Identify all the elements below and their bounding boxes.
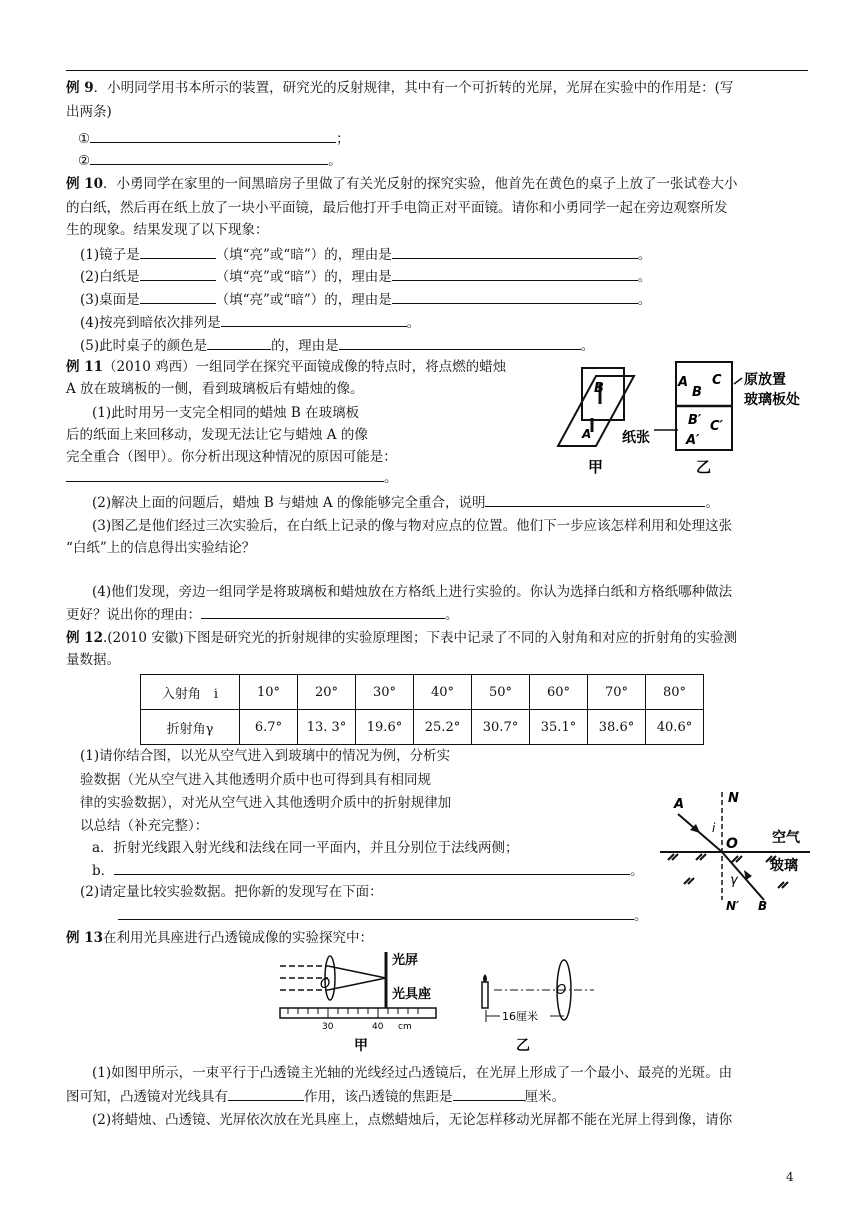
q-text: 厘米。 [524,1089,565,1105]
ex11-figure [552,356,808,480]
table-cell: 30.7° [472,710,530,745]
q-end: 。 [705,495,719,511]
ex11-q1-line3: 完全重合（图甲）。你分析出现这种情况的原因可能是： [66,449,397,465]
q-end: 。 [637,269,652,285]
page-number: 4 [786,1170,794,1184]
parallel-rays [280,966,386,990]
table-row-header: 入射角 i [141,675,240,710]
ex11-text: （2010 鸡西）一组同学在探究平面镜成像的特点时，将点燃的蜡烛 [103,359,507,375]
ex10-q1 [80,244,651,265]
label-gamma: γ [730,873,738,888]
table-cell: 6.7° [240,710,298,745]
label-o: O [726,836,738,852]
answer-blank[interactable] [140,266,216,281]
table-cell: 10° [240,675,298,710]
answer-blank[interactable] [90,128,336,143]
ex9-answer-2 [78,150,342,171]
point-a-prime: A′ [686,433,700,448]
answer-end: 。 [328,153,342,169]
q-end: 。 [634,908,648,924]
ex10-q2 [80,266,651,287]
ex13-q2-line1: (2)将蜡烛、凸透镜、光屏依次放在光具座上，点燃蜡烛后，无论怎样移动光屏都不能在光屏上得到像，请你 [92,1112,733,1128]
label-screen: 光屏 [392,953,419,968]
ex11-q2 [92,492,719,513]
ex11-q3-line1: (3)图乙是他们经过三次实验后，在白纸上记录的像与物对应点的位置。他们下一步应该怎样利用和处理这张 [92,518,733,534]
answer-blank[interactable] [114,860,630,875]
label-n: N [728,791,739,806]
q-end: 。 [445,607,459,623]
answer-blank[interactable] [140,289,216,304]
q-label: (5)此时桌子的颜色是 [80,338,208,354]
ex10-q3 [80,289,651,310]
ex10-line3: 生的现象。结果发现了以下现象： [66,222,269,238]
ex11-q3-line2: “白纸”上的信息得出实验结论？ [66,540,256,556]
ex11-line1 [66,357,506,377]
answer-blank[interactable] [339,335,581,350]
ex10-line2: 的白纸，然后再在纸上放了一块小平面镜，最后他打开手电筒正对平面镜。请你和小勇同学一起在旁边观察所发 [66,200,728,216]
answer-blank[interactable] [201,604,445,619]
q-text: (2)解决上面的问题后，蜡烛 B 与蜡烛 A 的像能够完全重合，说明 [92,495,486,511]
label-bench: 光具座 [392,987,432,1002]
q-text: （填“亮”或“暗”）的，理由是 [215,292,392,308]
q-text: 作用，该凸透镜的焦距是 [304,1089,453,1105]
refracted-ray [722,852,764,900]
ex10-q5 [80,335,594,356]
ex10-line1 [66,174,738,194]
answer-blank[interactable] [485,492,705,507]
table-cell: 38.6° [588,710,646,745]
label-i: i [712,821,716,835]
table-cell: 40° [414,675,472,710]
point-b: B [692,385,702,400]
table-cell: 40.6° [646,710,704,745]
table-row [141,675,704,710]
ex9-heading: 例 9 [66,80,94,96]
table-cell: 25.2° [414,710,472,745]
q-text: （填“亮”或“暗”）的，理由是 [215,269,392,285]
q-end: 。 [637,247,652,263]
ex10-heading: 例 10 [66,176,103,192]
candle [482,982,488,1008]
tick-40: 40 [372,1022,384,1032]
ex11-line2: A 放在玻璃板的一侧，看到玻璃板后有蜡烛的像。 [66,381,364,397]
ex9-text: ．小明同学用书本所示的装置，研究光的反射规律，其中有一个可折转的光屏，光屏在实验中的作用是：(写 [93,80,734,96]
q-text: 图可知，凸透镜对光线具有 [66,1089,228,1105]
q-label: (4)按亮到暗依次排列是 [80,315,221,331]
answer-end: ； [336,131,350,147]
ex11-q1-line2: 后的纸面上来回移动，发现无法让它与蜡烛 A 的像 [66,427,368,443]
answer-blank[interactable] [453,1086,525,1101]
distance-label: 16厘米 [502,1010,538,1023]
header-rule [66,70,808,71]
q-end: 。 [637,292,652,308]
table-cell: 80° [646,675,704,710]
table-cell: 13. 3° [298,710,356,745]
ex13-heading: 例 13 [66,930,103,946]
ex11-q4-line2 [66,604,459,625]
caption-jia: 甲 [354,1038,368,1054]
table-row [141,710,704,745]
label-a: A [674,797,685,812]
answer-blank[interactable] [140,244,216,259]
q-label: b． [92,863,115,879]
caption-yi: 乙 [516,1038,530,1054]
table-cell: 60° [530,675,588,710]
ex12-text: .(2010 安徽)下图是研究光的折射规律的实验原理图；下表中记录了不同的入射角和对应的折射角的实验测 [103,630,737,646]
ex12-q1-line2: 验数据（光从空气进入其他透明介质中也可得到具有相同规 [80,772,431,788]
point-b-prime: B′ [688,413,702,428]
q-text: （填“亮”或“暗”）的，理由是 [215,247,392,263]
q-end: 。 [630,863,644,879]
caption-paper: 纸张 [622,430,650,446]
answer-blank[interactable] [66,467,384,482]
q-end: 。 [406,315,421,331]
table-cell: 20° [298,675,356,710]
ex13-q1-line2 [66,1086,565,1107]
answer-blank[interactable] [392,289,638,304]
answer-blank[interactable] [228,1086,304,1101]
ex12-q2: (2)请定量比较实验数据。把你新的发现写在下面： [80,884,383,900]
ex12-q1-line4: 以总结（补充完整）： [80,818,209,834]
table-cell: 50° [472,675,530,710]
label-o: O [320,977,331,992]
ex12-q1-line1: (1)请你结合图，以光从空气进入到玻璃中的情况为例，分析实 [80,748,451,764]
caption-orig2: 玻璃板处 [744,392,800,408]
ex12-heading: 例 12 [66,630,103,646]
ex12-qa: a．折射光线跟入射光线和法线在同一平面内，并且分别位于法线两侧； [92,840,519,856]
answer-blank[interactable] [392,244,638,259]
caption-jia: 甲 [588,458,604,476]
ex12-line1 [66,628,737,648]
label-glass: 玻璃 [770,858,798,874]
point-c-prime: C′ [710,419,723,434]
answer-blank[interactable] [90,150,328,165]
ex9-line2: 出两条) [66,104,112,120]
ex13-q1-line1: (1)如图甲所示，一束平行于凸透镜主光轴的光线经过凸透镜后，在光屏上形成了一个最小、最亮的光斑。由 [92,1065,733,1081]
tick-30: 30 [322,1022,334,1032]
point-a: A [678,375,689,390]
ex12-qb [92,860,644,881]
ex10-q4 [80,312,420,333]
refraction-table [140,674,704,745]
table-cell: 70° [588,675,646,710]
table-cell: 35.1° [530,710,588,745]
ex12-q2-answer [118,905,648,926]
ex10-text: ．小勇同学在家里的一间黑暗房子里做了有关光反射的探究实验，他首先在黄色的桌子上放了一张试卷大小 [103,176,738,192]
caption-orig1: 原放置 [744,372,786,388]
answer-blank[interactable] [207,335,271,350]
answer-mark: ② [78,153,91,169]
ex11-q1-answer [66,467,398,488]
q-end: 。 [384,470,398,486]
table-row-header: 折射角γ [141,710,240,745]
ex12-q1-line3: 律的实验数据），对光从空气进入其他透明介质中的折射规律加 [80,795,452,811]
q-label: (1)镜子是 [80,247,140,263]
ex13-line1 [66,928,373,948]
label-b: B [758,899,768,912]
ex13-figure [264,950,614,1054]
label-o2: O [556,983,567,998]
label-b: B [594,381,604,396]
tick-unit: cm [398,1022,412,1032]
q-label: (2)白纸是 [80,269,140,285]
label-a: A [582,427,592,441]
ex11-q1-line1: (1)此时用另一支完全相同的蜡烛 B 在玻璃板 [92,405,360,421]
answer-blank[interactable] [221,312,407,327]
label-air: 空气 [772,830,800,846]
caption-yi: 乙 [696,458,712,476]
ex11-q4-line1: (4)他们发现，旁边一组同学是将玻璃板和蜡烛放在方格纸上进行实验的。你认为选择白纸和方格纸哪种做法 [92,584,733,600]
point-c: C [712,373,722,388]
ex9-answer-1 [78,128,350,149]
q-text: 更好？说出你的理由： [66,607,201,623]
ex9-line1 [66,78,733,98]
q-text: 的，理由是 [271,338,339,354]
refraction-figure [660,788,810,912]
answer-blank[interactable] [392,266,638,281]
table-cell: 19.6° [356,710,414,745]
answer-blank[interactable] [118,905,634,920]
q-label: (3)桌面是 [80,292,140,308]
ex13-text: 在利用光具座进行凸透镜成像的实验探究中： [103,930,373,946]
callout-line [734,378,742,384]
q-end: 。 [580,338,595,354]
label-n-prime: N′ [726,899,740,912]
ex11-heading: 例 11 [66,359,103,375]
answer-mark: ① [78,131,91,147]
ex12-line2: 量数据。 [66,652,120,668]
table-cell: 30° [356,675,414,710]
